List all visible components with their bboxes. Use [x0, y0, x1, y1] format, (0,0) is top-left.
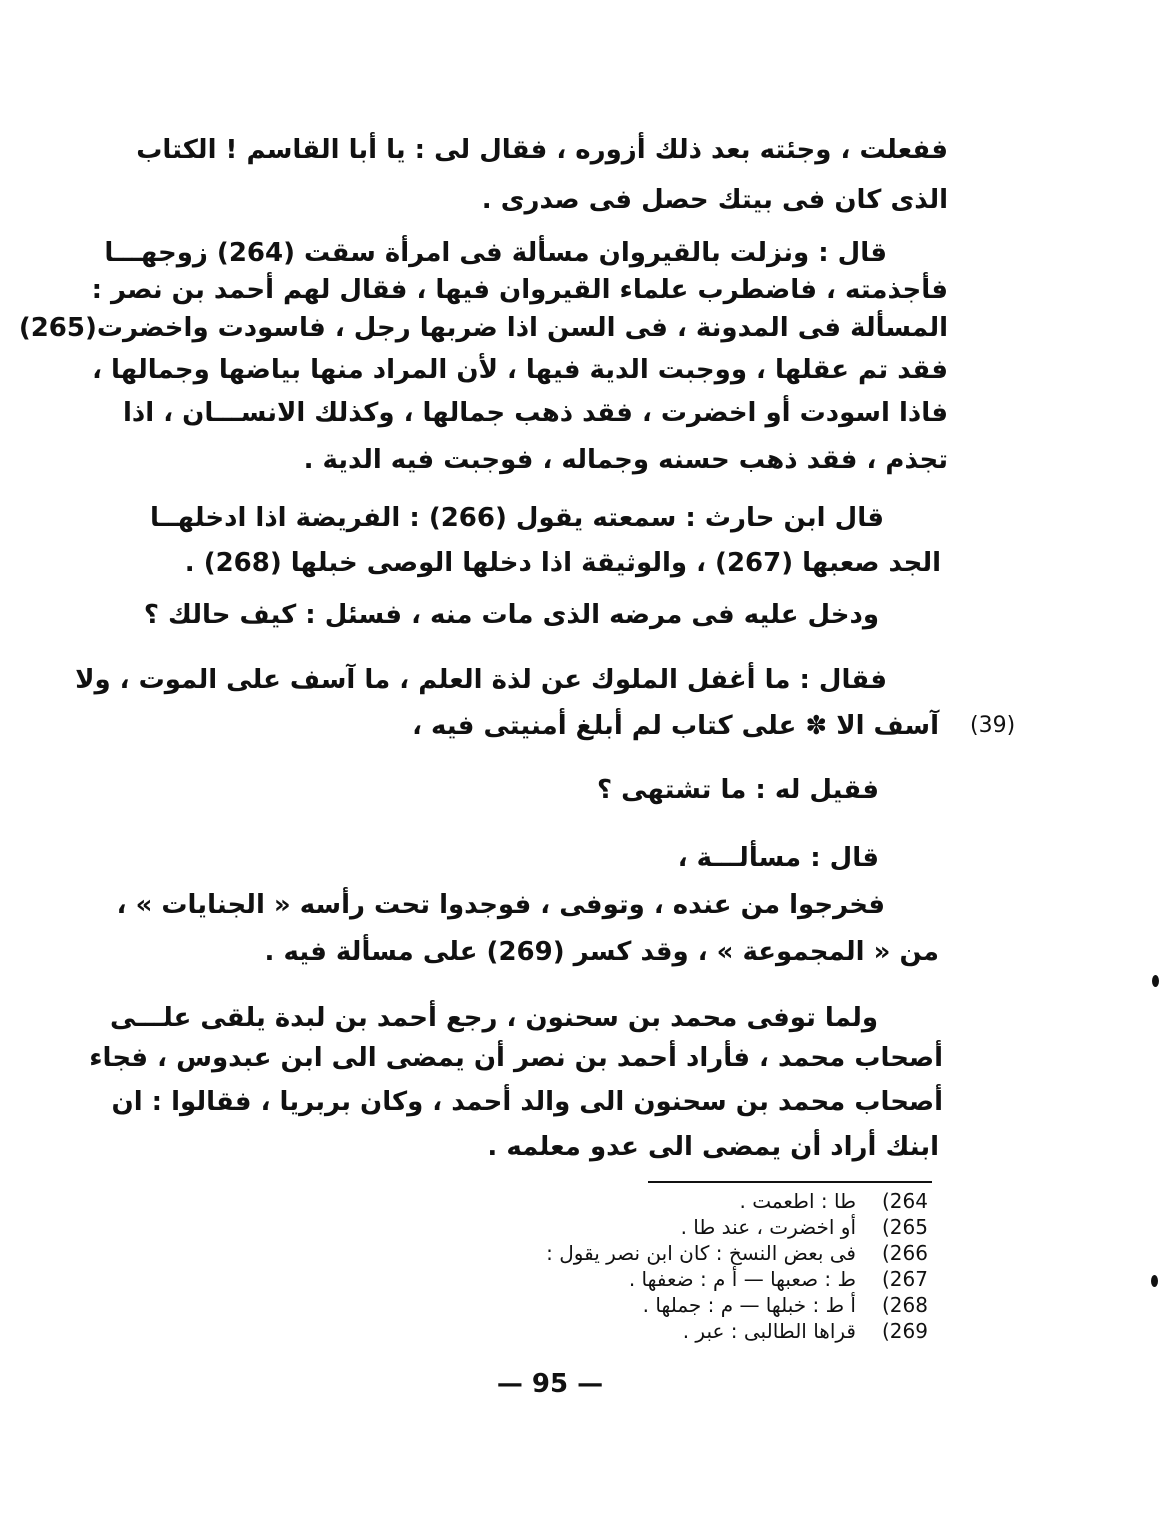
text-line: فقال : ما أغفل الملوك عن لذة العلم ، ما آسف على الموت ، ولا — [75, 665, 887, 695]
text-line: فاذا اسودت أو اخضرت ، فقد ذهب جمالها ، وكذلك الانســـان ، اذا — [122, 398, 948, 428]
text-line: فقيل له : ما تشتهى ؟ — [597, 775, 879, 805]
text-line: ففعلت ، وجئته بعد ذلك أزوره ، فقال لى : يا أبا القاسم ! الكتاب — [136, 135, 948, 165]
footnote — [420, 1266, 932, 1292]
footnote-text: قراها الطالبى : عبر . — [682, 1319, 856, 1343]
footnote — [420, 1214, 932, 1240]
footnote-rule — [648, 1181, 932, 1183]
footnote-number: (269 — [882, 1319, 928, 1343]
footnote-text: ط : صعبها — أ م : ضعفها . — [628, 1267, 856, 1291]
margin-marker: (39) — [970, 713, 1016, 738]
text-line: قال : ونزلت بالقيروان مسألة فى امرأة سقت (264) زوجهـــا — [104, 238, 887, 268]
text-line: فأجذمته ، فاضطرب علماء القيروان فيها ، فقال لهم أحمد بن نصر : — [91, 275, 948, 305]
footnote-text: فى بعض النسخ : كان ابن نصر يقول : — [546, 1241, 856, 1265]
text-line: قال : مسألـــة ، — [677, 843, 879, 873]
text-line: ابنك أراد أن يمضى الى عدو معلمه . — [487, 1132, 939, 1162]
footnote-number: (265 — [882, 1215, 928, 1239]
text-line: الجد صعبها (267) ، والوثيقة اذا دخلها الوصى خبلها (268) . — [184, 548, 941, 578]
footnote-number: (268 — [882, 1293, 928, 1317]
text-line: أصحاب محمد بن سحنون الى والد أحمد ، وكان بربريا ، فقالوا : ان — [111, 1087, 943, 1117]
text-line: ولما توفى محمد بن سحنون ، رجع أحمد بن لبدة يلقى علـــى — [109, 1003, 878, 1033]
footnote-number: (266 — [882, 1241, 928, 1265]
text-line: فخرجوا من عنده ، وتوفى ، فوجدوا تحت رأسه « الجنايات » ، — [116, 890, 885, 920]
text-line: من « المجموعة » ، وقد كسر (269) على مسألة فيه . — [264, 937, 939, 967]
scan-speck — [1151, 1275, 1158, 1287]
text-line: الذى كان فى بيتك حصل فى صدرى . — [481, 185, 948, 215]
scan-speck — [1152, 975, 1159, 987]
text-line: ودخل عليه فى مرضه الذى مات منه ، فسئل : كيف حالك ؟ — [143, 600, 879, 630]
page-number: — 95 — — [496, 1369, 604, 1399]
text-line: فقد تم عقلها ، ووجبت الدية فيها ، لأن المراد منها بياضها وجمالها ، — [92, 355, 948, 385]
footnote — [420, 1188, 932, 1214]
text-line: آسف الا ✽ على كتاب لم أبلغ أمنيتى فيه ، — [412, 711, 939, 741]
text-line: قال ابن حارث : سمعته يقول (266) : الفريضة اذا ادخلهــا — [150, 503, 884, 533]
footnote-text: أو اخضرت ، عند طا . — [680, 1215, 856, 1239]
footnote — [420, 1318, 932, 1344]
footnote-number: (267 — [882, 1267, 928, 1291]
footnote-text: طا : اطعمت . — [739, 1189, 856, 1213]
text-line: تجذم ، فقد ذهب حسنه وجماله ، فوجبت فيه الدية . — [303, 445, 948, 475]
footnote-number: (264 — [882, 1189, 928, 1213]
footnote — [420, 1240, 932, 1266]
footnote-text: أ ط : خبلها — م : جملها . — [642, 1293, 856, 1317]
text-line: المسألة فى المدونة ، فى السن اذا ضربها رجل ، فاسودت واخضرت(265) — [18, 313, 948, 343]
text-line: أصحاب محمد ، فأراد أحمد بن نصر أن يمضى الى ابن عبدوس ، فجاء — [89, 1043, 943, 1073]
footnote — [420, 1292, 932, 1318]
